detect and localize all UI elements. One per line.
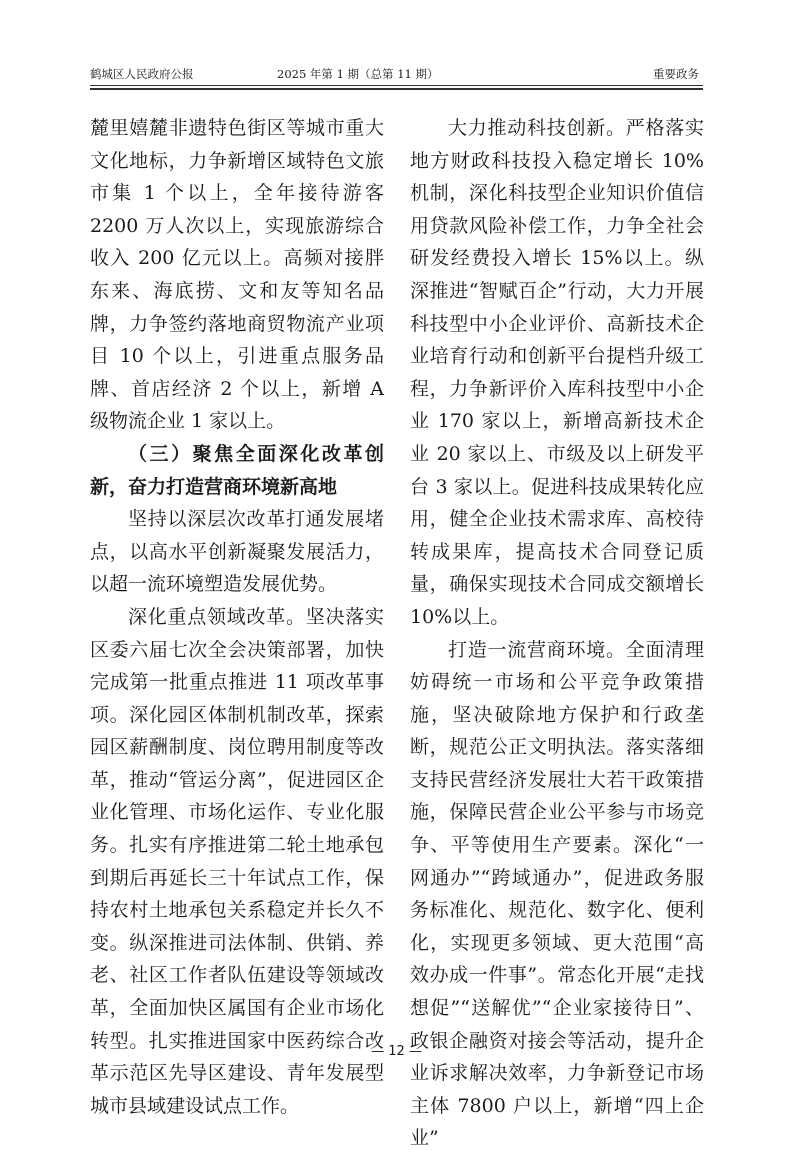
header-rule-thick xyxy=(90,88,703,90)
right-column xyxy=(410,112,704,1155)
left-column xyxy=(90,112,384,1122)
issue-info: 2025 年第 1 期（总第 11 期） xyxy=(277,66,439,82)
page-number: — 12 — xyxy=(0,1044,793,1059)
paragraph: 大力推动科技创新。严格落实地方财政科技投入稳定增长 10%机制，深化科技型企业知识价值信用贷款风险补偿工作，力争全社会研发经费投入增长 15%以上。纵深推进“智赋百企”行动，大力开展科技型中小企业评价、高新技术企业培育行动和创新平台提档升级工程，力争新评价入库科技型中小企业 170 家以上，新增高新技术企业 20 家以上、市级及以上研发平台 3 家以上。促进科技成果转化应用，健全企业技术需求库、高校待转成果库，提高技术合同登记质量，确保实现技术合同成交额增长 10%以上。 xyxy=(410,112,704,634)
header-rule-thin xyxy=(90,85,703,86)
paragraph: 深化重点领域改革。坚决落实区委六届七次全会决策部署，加快完成第一批重点推进 11 项改革事项。深化园区体制机制改革，探索园区薪酬制度、岗位聘用制度等改革，推动“管运分离”，促进园区企业化管理、市场化运作、专业化服务。扎实有序推进第二轮土地承包到期后再延长三十年试点工作，保持农村土地承包关系稳定并长久不变。纵深推进司法体制、供销、养老、社区工作者队伍建设等领域改革，全面加快区属国有企业市场化转型。扎实推进国家中医药综合改革示范区先导区建设、青年发展型城市县域建设试点工作。 xyxy=(90,601,384,1123)
paragraph: 打造一流营商环境。全面清理妨碍统一市场和公平竞争政策措施，坚决破除地方保护和行政垄断，规范公正文明执法。落实落细支持民营经济发展壮大若干政策措施，保障民营企业公平参与市场竞争、平等使用生产要素。深化“一网通办”“跨域通办”，促进政务服务标准化、规范化、数字化、便利化，实现更多领域、更大范围“高效办成一件事”。常态化开展“走找想促”“送解优”“企业家接待日”、政银企融资对接会等活动，提升企业诉求解决效率，力争新登记市场主体 7800 户以上，新增“四上企业” xyxy=(410,634,704,1155)
section-name: 重要政务 xyxy=(653,66,699,82)
section-heading: （三）聚焦全面深化改革创新，奋力打造营商环境新高地 xyxy=(90,438,384,503)
paragraph: 坚持以深层次改革打通发展堵点，以高水平创新凝聚发展活力，以超一流环境塑造发展优势。 xyxy=(90,503,384,601)
publication-title: 鹤城区人民政府公报 xyxy=(90,66,194,82)
paragraph-continuation: 麓里嬉麓非遗特色街区等城市重大文化地标，力争新增区域特色文旅市集 1 个以上，全年接待游客 2200 万人次以上，实现旅游综合收入 200 亿元以上。高频对接胖东来、海底捞、文和友等知名品牌，力争签约落地商贸物流产业项目 10 个以上，引进重点服务品牌、首店经济 2 个以上，新增 A 级物流企业 1 家以上。 xyxy=(90,112,384,438)
page-header xyxy=(90,66,703,84)
